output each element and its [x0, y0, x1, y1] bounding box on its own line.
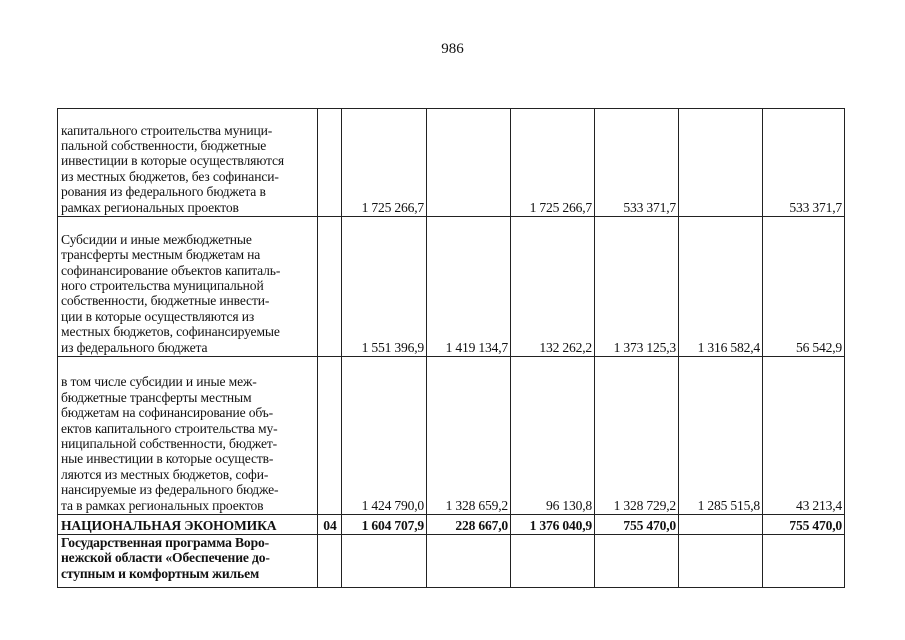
value-cell: 1 419 134,7: [427, 217, 511, 357]
row-name-line: та в рамках региональных проектов: [61, 497, 264, 513]
value-cell: 132 262,2: [511, 217, 595, 357]
value-cell: 1 328 659,2: [427, 357, 511, 515]
row-code-cell: [318, 109, 342, 217]
row-name-cell: [58, 535, 318, 588]
value-cell: [595, 535, 679, 588]
row-name-line: ции в которые осуществляются из: [61, 308, 255, 324]
row-name-line: собственности, бюджетные инвести-: [61, 293, 270, 309]
row-name-cell: [58, 109, 318, 217]
row-name-cell: [58, 357, 318, 515]
value-cell: 56 542,9: [763, 217, 845, 357]
row-code-cell: 04: [318, 515, 342, 535]
row-name-line: из федерального бюджета: [61, 339, 208, 355]
table-row: [58, 217, 845, 357]
value-cell: 228 667,0: [427, 515, 511, 535]
row-name-line: трансферты местным бюджетам на: [61, 247, 261, 263]
row-name-line: софинансирование объектов капиталь-: [61, 262, 281, 278]
budget-table: [57, 108, 845, 588]
row-name-line: Государственная программа Воро-: [61, 535, 270, 550]
value-cell: 1 424 790,0: [342, 357, 427, 515]
value-cell: [679, 515, 763, 535]
value-cell: 96 130,8: [511, 357, 595, 515]
value-cell: 1 316 582,4: [679, 217, 763, 357]
value-cell: 755 470,0: [763, 515, 845, 535]
value-cell: [342, 535, 427, 588]
value-cell: 1 604 707,9: [342, 515, 427, 535]
value-cell: 1 328 729,2: [595, 357, 679, 515]
table-row: [58, 357, 845, 515]
row-name-line: ляются из местных бюджетов, софи-: [61, 466, 269, 482]
row-code-cell: [318, 357, 342, 515]
page-number: 986: [441, 41, 464, 57]
value-cell: 533 371,7: [595, 109, 679, 217]
table-row: [58, 109, 845, 217]
row-code-cell: [318, 217, 342, 357]
value-cell: 1 551 396,9: [342, 217, 427, 357]
row-name-line: местных бюджетов, софинансируемые: [61, 324, 280, 340]
row-name-line: в том числе субсидии и иные меж-: [61, 374, 257, 390]
row-name-line: бюджетам на софинансирование объ-: [61, 405, 274, 421]
value-cell: [679, 535, 763, 588]
value-cell: 1 373 125,3: [595, 217, 679, 357]
row-name-line: капитального строительства муници-: [61, 122, 273, 138]
row-code-cell: [318, 535, 342, 588]
value-cell: [511, 535, 595, 588]
table-row-section-total: [58, 515, 845, 535]
row-name-line: ектов капитального строительства му-: [61, 420, 278, 436]
row-name-line: из местных бюджетов, без софинанси-: [61, 168, 279, 184]
value-cell: 1 725 266,7: [342, 109, 427, 217]
section-title: НАЦИОНАЛЬНАЯ ЭКОНОМИКА: [61, 517, 277, 533]
row-name-line: нансируемые из федерального бюдже-: [61, 482, 279, 498]
value-cell: 1 285 515,8: [679, 357, 763, 515]
row-name-line: нежской области «Обеспечение до-: [61, 550, 270, 566]
row-name-line: инвестиции в которые осуществляются: [61, 153, 284, 169]
value-cell: [427, 535, 511, 588]
table-row: [58, 535, 845, 588]
row-name-line: Субсидии и иные межбюджетные: [61, 231, 252, 247]
row-name-line: ные инвестиции в которые осуществ-: [61, 451, 274, 467]
row-name-line: ступным и комфортным жильем: [61, 565, 260, 581]
row-name-line: бюджетные трансферты местным: [61, 389, 252, 405]
value-cell: [679, 109, 763, 217]
value-cell: 533 371,7: [763, 109, 845, 217]
row-name-cell: [58, 515, 318, 535]
value-cell: 43 213,4: [763, 357, 845, 515]
value-cell: 1 725 266,7: [511, 109, 595, 217]
row-name-line: ниципальной собственности, бюджет-: [61, 435, 277, 451]
value-cell: 1 376 040,9: [511, 515, 595, 535]
row-name-line: рования из федерального бюджета в: [61, 184, 266, 200]
value-cell: [427, 109, 511, 217]
row-name-line: рамках региональных проектов: [61, 199, 239, 215]
value-cell: [763, 535, 845, 588]
row-name-line: пальной собственности, бюджетные: [61, 137, 267, 153]
value-cell: 755 470,0: [595, 515, 679, 535]
row-name-line: ного строительства муниципальной: [61, 277, 264, 293]
row-name-cell: [58, 217, 318, 357]
